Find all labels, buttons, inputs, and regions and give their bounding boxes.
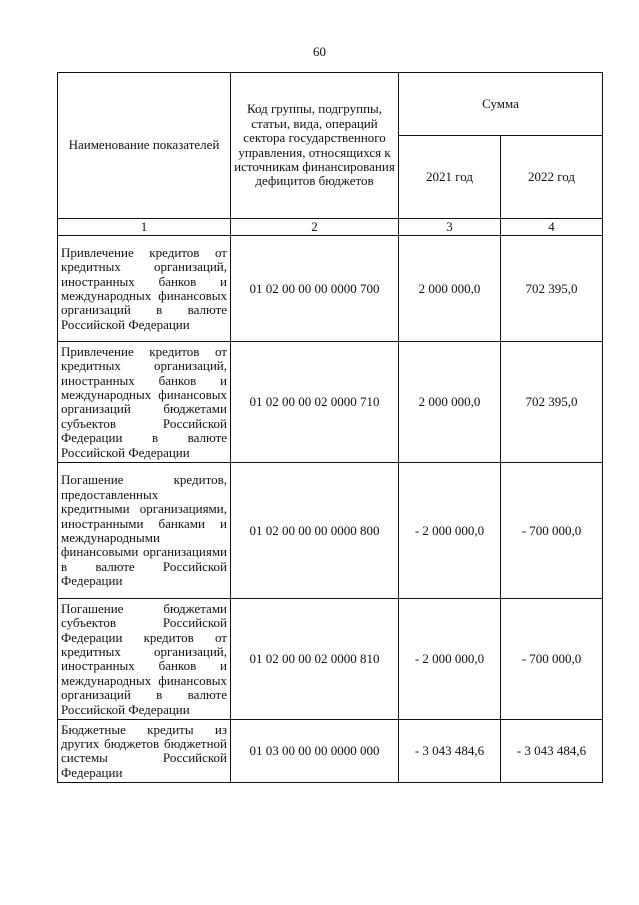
row-sum-2021: 2 000 000,0 xyxy=(399,342,501,463)
row-sum-2021: - 2 000 000,0 xyxy=(399,463,501,599)
row-code: 01 02 00 00 02 0000 810 xyxy=(231,599,399,720)
page-number: 60 xyxy=(313,44,326,59)
row-sum-2022: 702 395,0 xyxy=(501,236,603,342)
budget-sources-table xyxy=(57,72,603,783)
row-name: Привлечение кредитов от кредитных организаций, иностранных банков и международных финансовых организаций бюджетами субъектов Российской Федерации в валюте Российской Федерации xyxy=(58,342,231,463)
row-code: 01 02 00 00 02 0000 710 xyxy=(231,342,399,463)
column-number: 1 xyxy=(58,219,231,236)
column-number: 2 xyxy=(231,219,399,236)
row-code: 01 03 00 00 00 0000 000 xyxy=(231,720,399,783)
header-code: Код группы, подгруппы, статьи, вида, операций сектора государственного управления, относящихся к источникам финансирования дефицитов бюджетов xyxy=(231,73,399,219)
header-sum: Сумма xyxy=(399,73,603,136)
header-year-2022: 2022 год xyxy=(501,136,603,219)
row-code: 01 02 00 00 00 0000 800 xyxy=(231,463,399,599)
table-row xyxy=(58,599,603,720)
table-row xyxy=(58,720,603,783)
row-name: Привлечение кредитов от кредитных организаций, иностранных банков и международных финансовых организаций в валюте Российской Федерации xyxy=(58,236,231,342)
header-name: Наименование показателей xyxy=(58,73,231,219)
column-number-row xyxy=(58,219,603,236)
row-name: Бюджетные кредиты из других бюджетов бюджетной системы Российской Федерации xyxy=(58,720,231,783)
row-sum-2021: - 3 043 484,6 xyxy=(399,720,501,783)
column-number: 3 xyxy=(399,219,501,236)
row-sum-2021: - 2 000 000,0 xyxy=(399,599,501,720)
table-row xyxy=(58,236,603,342)
row-code: 01 02 00 00 00 0000 700 xyxy=(231,236,399,342)
row-sum-2022: - 700 000,0 xyxy=(501,463,603,599)
table-row xyxy=(58,463,603,599)
row-sum-2022: - 3 043 484,6 xyxy=(501,720,603,783)
header-year-2021: 2021 год xyxy=(399,136,501,219)
row-sum-2022: 702 395,0 xyxy=(501,342,603,463)
table-row xyxy=(58,342,603,463)
header-row-1 xyxy=(58,73,603,136)
row-name: Погашение кредитов, предоставленных кредитными организациями, иностранными банками и международными финансовыми организациями в валюте Российской Федерации xyxy=(58,463,231,599)
row-sum-2021: 2 000 000,0 xyxy=(399,236,501,342)
row-name: Погашение бюджетами субъектов Российской Федерации кредитов от кредитных организаций, иностранных банков и международных финансовых организаций в валюте Российской Федерации xyxy=(58,599,231,720)
row-sum-2022: - 700 000,0 xyxy=(501,599,603,720)
column-number: 4 xyxy=(501,219,603,236)
